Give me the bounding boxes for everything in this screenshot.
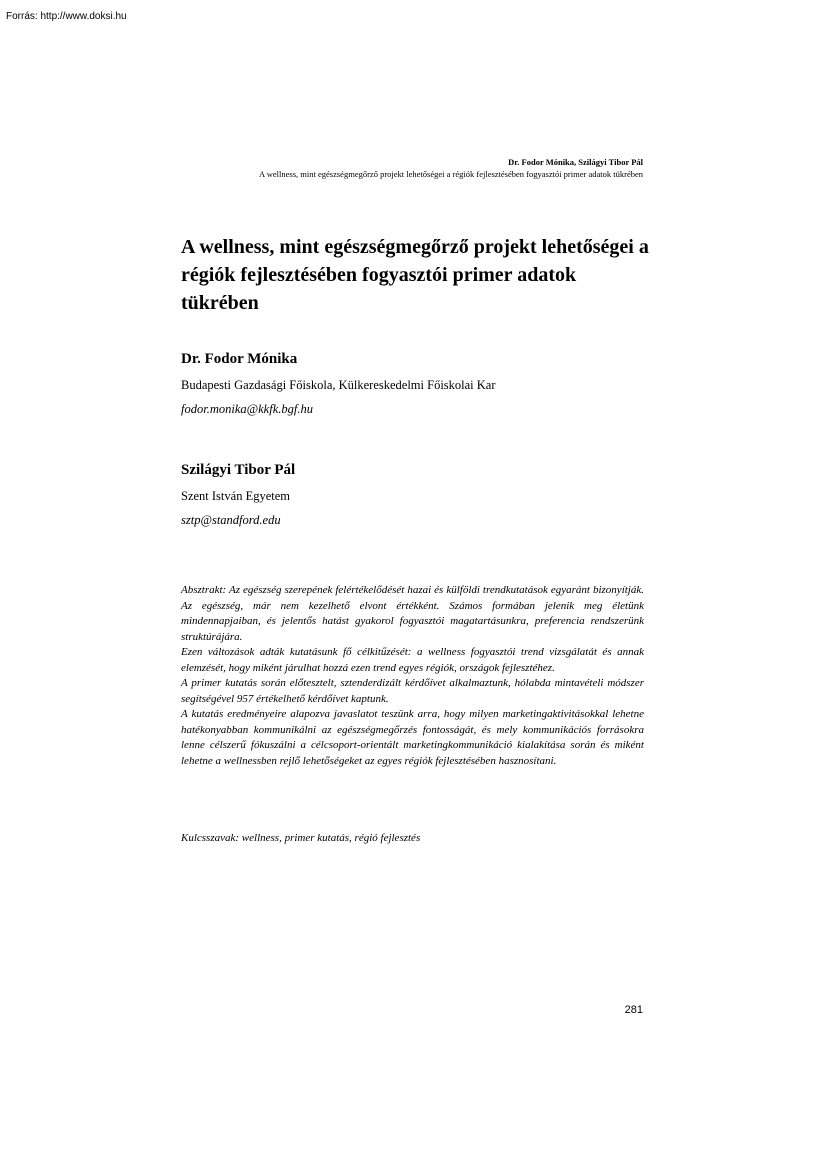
author-affiliation: Budapesti Gazdasági Főiskola, Külkereskedelmi Főiskolai Kar <box>181 378 496 392</box>
abstract-paragraph: A kutatás eredményeire alapozva javaslatot teszünk arra, hogy milyen marketingaktivitásokkal lehetne hatékonyabban kommunikálni az egészségmegőrzés fontosságát, és mely kommunikációs forrásokra lenne célszerű fókuszálni a célcsoport-orientált marketingkommunikáció kialakítása során és miként lehetne a wellnessben rejlő lehetőségeket az egyes régiók fejlesztésében hasznosítani. <box>181 708 644 767</box>
abstract-paragraph: A primer kutatás során előtesztelt, sztenderdizált kérdőívet alkalmaztunk, hólabda mintavételi módszer segítségével 957 értékelhető kérdőívet kaptunk. <box>181 677 644 705</box>
running-head-title: A wellness, mint egészségmegőrző projekt lehetőségei a régiók fejlesztésében fogyasztói primer adatok tükrében <box>258 169 643 179</box>
author-email: fodor.monika@kkfk.bgf.hu <box>181 402 313 416</box>
author-email: sztp@standford.edu <box>181 513 281 527</box>
keywords: Kulcsszavak: wellness, primer kutatás, régió fejlesztés <box>181 832 421 844</box>
abstract-paragraph: Absztrakt: Az egészség szerepének felértékelődését hazai és külföldi trendkutatások egyaránt bizonyítják. Az egészség, már nem kezelhető elvont értékként. Számos formában jelenik meg életünk mindennapjaiban, és jelentős hatást gyakorol fogyasztói magatartásunkra, preferencia rendszerünk struktúrájára. <box>181 584 644 643</box>
author-affiliation: Szent István Egyetem <box>181 489 290 503</box>
author-name: Dr. Fodor Mónika <box>181 351 298 367</box>
source-url: Forrás: http://www.doksi.hu <box>6 11 127 22</box>
running-head <box>259 156 643 180</box>
page-number: 281 <box>624 1004 643 1016</box>
author-block <box>181 462 295 528</box>
author-block <box>181 351 496 417</box>
author-name: Szilágyi Tibor Pál <box>181 462 296 478</box>
paper-title: A wellness, mint egészségmegőrző projekt lehetőségei a régiók fejlesztésében fogyasztói primer adatok tükrében <box>181 236 649 314</box>
running-head-authors: Dr. Fodor Mónika, Szilágyi Tibor Pál <box>508 157 643 167</box>
abstract <box>181 583 644 769</box>
abstract-paragraph: Ezen változások adták kutatásunk fő célkitűzését: a wellness fogyasztói trend vizsgálatát és annak elemzését, hogy miként járulhat hozzá ezen trend egyes régiók, országok fejlesztéhez. <box>181 646 644 674</box>
